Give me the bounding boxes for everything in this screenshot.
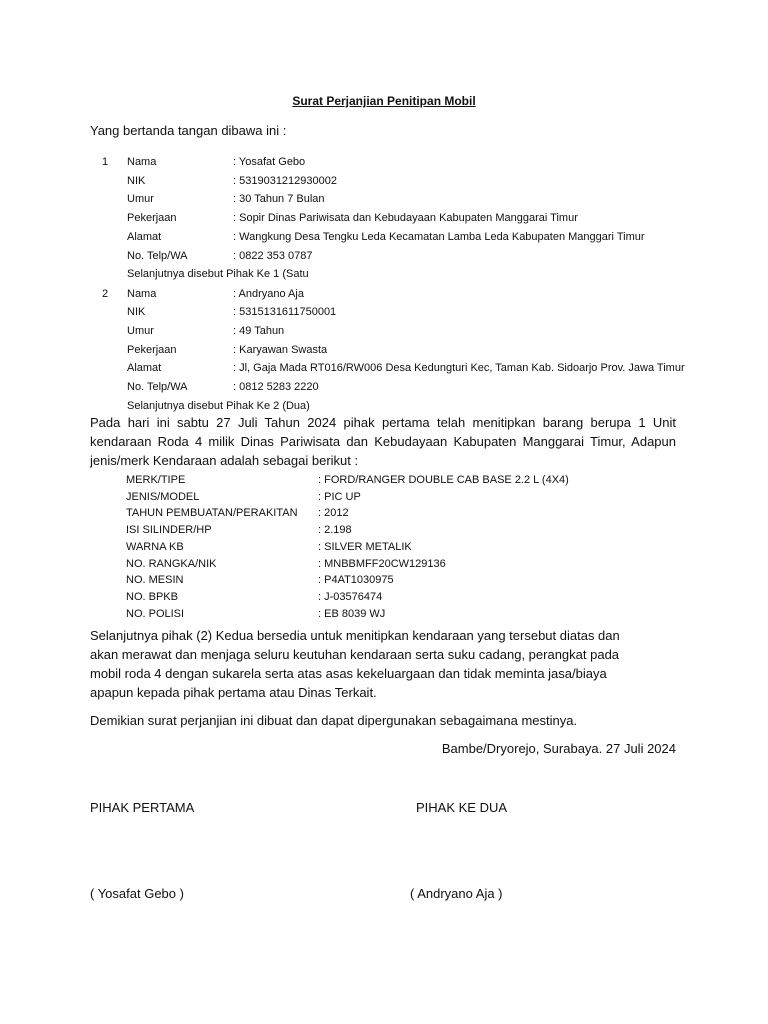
party-2-value: : Andryano Aja xyxy=(233,288,304,300)
party-2-label: NIK xyxy=(127,306,146,318)
party-2-label: No. Telp/WA xyxy=(127,381,188,393)
party-1-number: 1 xyxy=(102,156,109,168)
party-1-value: : 5319031212930002 xyxy=(233,175,337,187)
party-2-number: 2 xyxy=(102,288,109,300)
place-date: Bambe/Dryorejo, Surabaya. 27 Juli 2024 xyxy=(441,741,676,756)
vehicle-value: : MNBBMFF20CW129136 xyxy=(318,558,446,570)
party-2-label: Pekerjaan xyxy=(127,344,177,356)
vehicle-value: : 2012 xyxy=(318,507,349,519)
party-1-label: No. Telp/WA xyxy=(127,250,188,262)
vehicle-value: : FORD/RANGER DOUBLE CAB BASE 2.2 L (4X4) xyxy=(318,474,569,486)
party-1-label: Alamat xyxy=(127,231,162,243)
intro-text: Yang bertanda tangan dibawa ini : xyxy=(90,123,287,138)
vehicle-value: : PIC UP xyxy=(318,491,361,503)
vehicle-value: : P4AT1030975 xyxy=(318,574,394,586)
vehicle-label: NO. MESIN xyxy=(126,574,184,586)
vehicle-value: : J-03576474 xyxy=(318,591,383,603)
party-2-value: : 5315131611750001 xyxy=(233,306,337,318)
vehicle-value: : SILVER METALIK xyxy=(318,541,412,553)
vehicle-value: : EB 8039 WJ xyxy=(318,608,386,620)
party-2-value: : Karyawan Swasta xyxy=(233,344,328,356)
paragraph-handover: Pada hari ini sabtu 27 Juli Tahun 2024 pihak pertama telah menitipkan barang berupa 1 Unit kendaraan Roda 4 milik Dinas Pariwisata dan Kebudayaan Kabupaten Manggarai Timur, Adapun jenis/merk Kendaraan adalah sebagai berikut : xyxy=(90,415,676,468)
party-1-signature-heading: PIHAK PERTAMA xyxy=(90,800,195,815)
party-2-value: : Jl, Gaja Mada RT016/RW006 Desa Kedungturi Kec, Taman Kab. Sidoarjo Prov. Jawa Timur xyxy=(233,362,685,374)
party-1-label: Pekerjaan xyxy=(127,212,177,224)
vehicle-label: WARNA KB xyxy=(126,541,184,553)
party-2-value: : 49 Tahun xyxy=(233,325,285,337)
party-1-note: Selanjutnya disebut Pihak Ke 1 (Satu xyxy=(127,268,309,280)
party-2-signature-name: ( Andryano Aja ) xyxy=(410,886,503,901)
party-1-label: Umur xyxy=(127,193,154,205)
party-2-signature-heading: PIHAK KE DUA xyxy=(416,800,508,815)
party-2-label: Nama xyxy=(127,288,157,300)
vehicle-value: : 2.198 xyxy=(318,524,352,536)
party-2-label: Umur xyxy=(127,325,154,337)
party-2-label: Alamat xyxy=(127,362,162,374)
vehicle-label: TAHUN PEMBUATAN/PERAKITAN xyxy=(126,507,298,519)
party-2-value: : 0812 5283 2220 xyxy=(233,381,319,393)
party-1-label: Nama xyxy=(127,156,157,168)
paragraph-closing: Demikian surat perjanjian ini dibuat dan dapat dipergunakan sebagaimana mestinya. xyxy=(90,713,578,728)
party-1-label: NIK xyxy=(127,175,146,187)
party-1-value: : Yosafat Gebo xyxy=(233,156,306,168)
document-title: Surat Perjanjian Penitipan Mobil xyxy=(292,94,476,108)
party-1-value: : 0822 353 0787 xyxy=(233,250,313,262)
party-2-note: Selanjutnya disebut Pihak Ke 2 (Dua) xyxy=(127,400,310,412)
vehicle-label: NO. BPKB xyxy=(126,591,178,603)
party-1-signature-name: ( Yosafat Gebo ) xyxy=(90,886,184,901)
paragraph-agreement: Selanjutnya pihak (2) Kedua bersedia untuk menitipkan kendaraan yang tersebut diatas dan akan merawat dan menjaga seluru keutuhan kendaraan serta suku cadang, perangkat pada mobil roda 4 dengan sukarela serta atas asas kekeluargaan dan tidak meminta jasa/biaya apapun kepada pihak pertama atau Dinas Terkait. xyxy=(90,628,620,700)
party-1-value: : 30 Tahun 7 Bulan xyxy=(233,193,325,205)
vehicle-label: MERK/TIPE xyxy=(126,474,186,486)
vehicle-label: NO. RANGKA/NIK xyxy=(126,558,217,570)
party-1-value: : Wangkung Desa Tengku Leda Kecamatan Lamba Leda Kabupaten Manggari Timur xyxy=(233,231,645,243)
vehicle-label: NO. POLISI xyxy=(126,608,185,620)
vehicle-label: JENIS/MODEL xyxy=(126,491,200,503)
vehicle-label: ISI SILINDER/HP xyxy=(126,524,212,536)
party-1-value: : Sopir Dinas Pariwisata dan Kebudayaan Kabupaten Manggarai Timur xyxy=(233,212,578,224)
